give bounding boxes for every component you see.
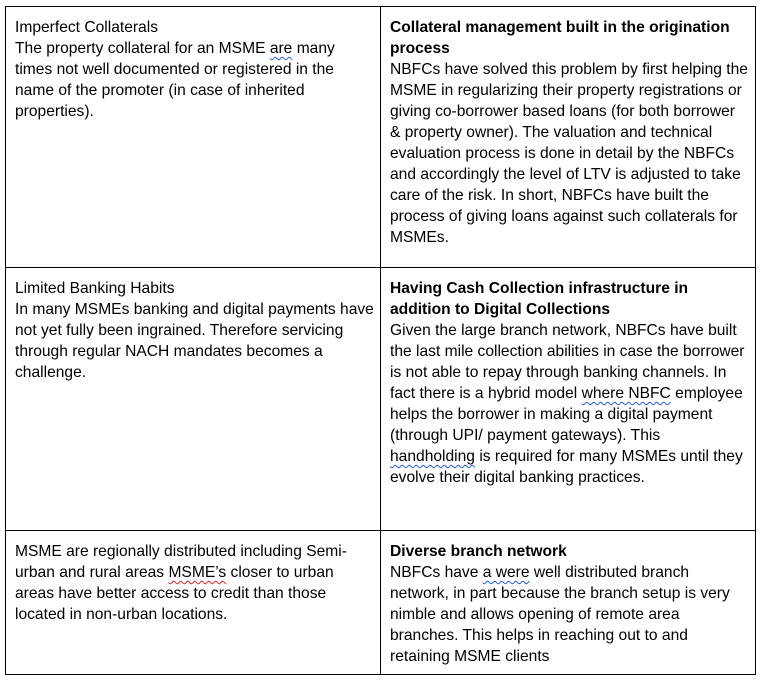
grammar-flagged-word[interactable]: handholding: [390, 448, 475, 465]
grammar-flagged-word[interactable]: a were: [482, 564, 530, 581]
challenges-solutions-table: [5, 6, 756, 675]
challenge-text: [15, 541, 374, 625]
grammar-flagged-word[interactable]: where NBFC: [581, 385, 671, 402]
text-segment: MSME are regionally distributed including Semi-urban and rural areas: [15, 543, 347, 581]
table-row: [6, 7, 756, 268]
spelling-flagged-word[interactable]: MSME’s: [168, 564, 227, 581]
challenge-text: In many MSMEs banking and digital payments have not yet fully been ingrained. Therefore servicing through regular NACH mandates becomes a challenge.: [15, 301, 374, 381]
solution-cell[interactable]: [381, 268, 756, 531]
text-segment: closer to urban areas have better access to credit than those located in non-urban locations.: [15, 564, 334, 623]
solution-cell[interactable]: [381, 531, 756, 675]
solution-cell[interactable]: [381, 7, 756, 268]
text-segment: The property collateral for an MSME: [15, 40, 270, 57]
challenge-cell[interactable]: [6, 268, 381, 531]
solution-title: Having Cash Collection infrastructure in addition to Digital Collections: [390, 280, 689, 318]
challenge-text: [15, 38, 374, 122]
challenge-heading: Limited Banking Habits: [15, 280, 175, 297]
solution-text: NBFCs have solved this problem by first helping the MSME in regularizing their property registrations or giving co-borrower based loans (for both borrower & property owner). The valuation and technical evaluation process is done in detail by the NBFCs and accordingly the level of LTV is adjusted to take care of the risk. In short, NBFCs have built the process of giving loans against such collaterals for MSMEs.: [390, 61, 748, 246]
text-segment: NBFCs have: [390, 564, 483, 581]
challenge-cell[interactable]: [6, 7, 381, 268]
text-segment: well distributed branch network, in part because the branch setup is very nimble and allows opening of remote area branches. This helps in reaching out to and retaining MSME clients: [390, 564, 730, 665]
challenge-cell[interactable]: [6, 531, 381, 675]
text-segment: Given the large branch network, NBFCs have built the last mile collection abilities in case the borrower is not able to repay through banking channels. In fact there is a hybrid model: [390, 322, 745, 402]
challenge-heading: Imperfect Collaterals: [15, 19, 158, 36]
text-segment: employee helps the borrower in making a digital payment (through UPI/ payment gateways). This: [390, 385, 743, 444]
table-row: [6, 531, 756, 675]
solution-text: [390, 562, 749, 667]
solution-text: [390, 320, 749, 488]
solution-title: Diverse branch network: [390, 543, 567, 560]
solution-title: Collateral management built in the origination process: [390, 19, 730, 57]
table-row: [6, 268, 756, 531]
grammar-flagged-word[interactable]: are: [269, 40, 293, 57]
text-segment: many times not well documented or registered in the name of the promoter (in case of inherited properties).: [15, 40, 335, 120]
text-segment: is required for many MSMEs until they evolve their digital banking practices.: [390, 448, 743, 486]
